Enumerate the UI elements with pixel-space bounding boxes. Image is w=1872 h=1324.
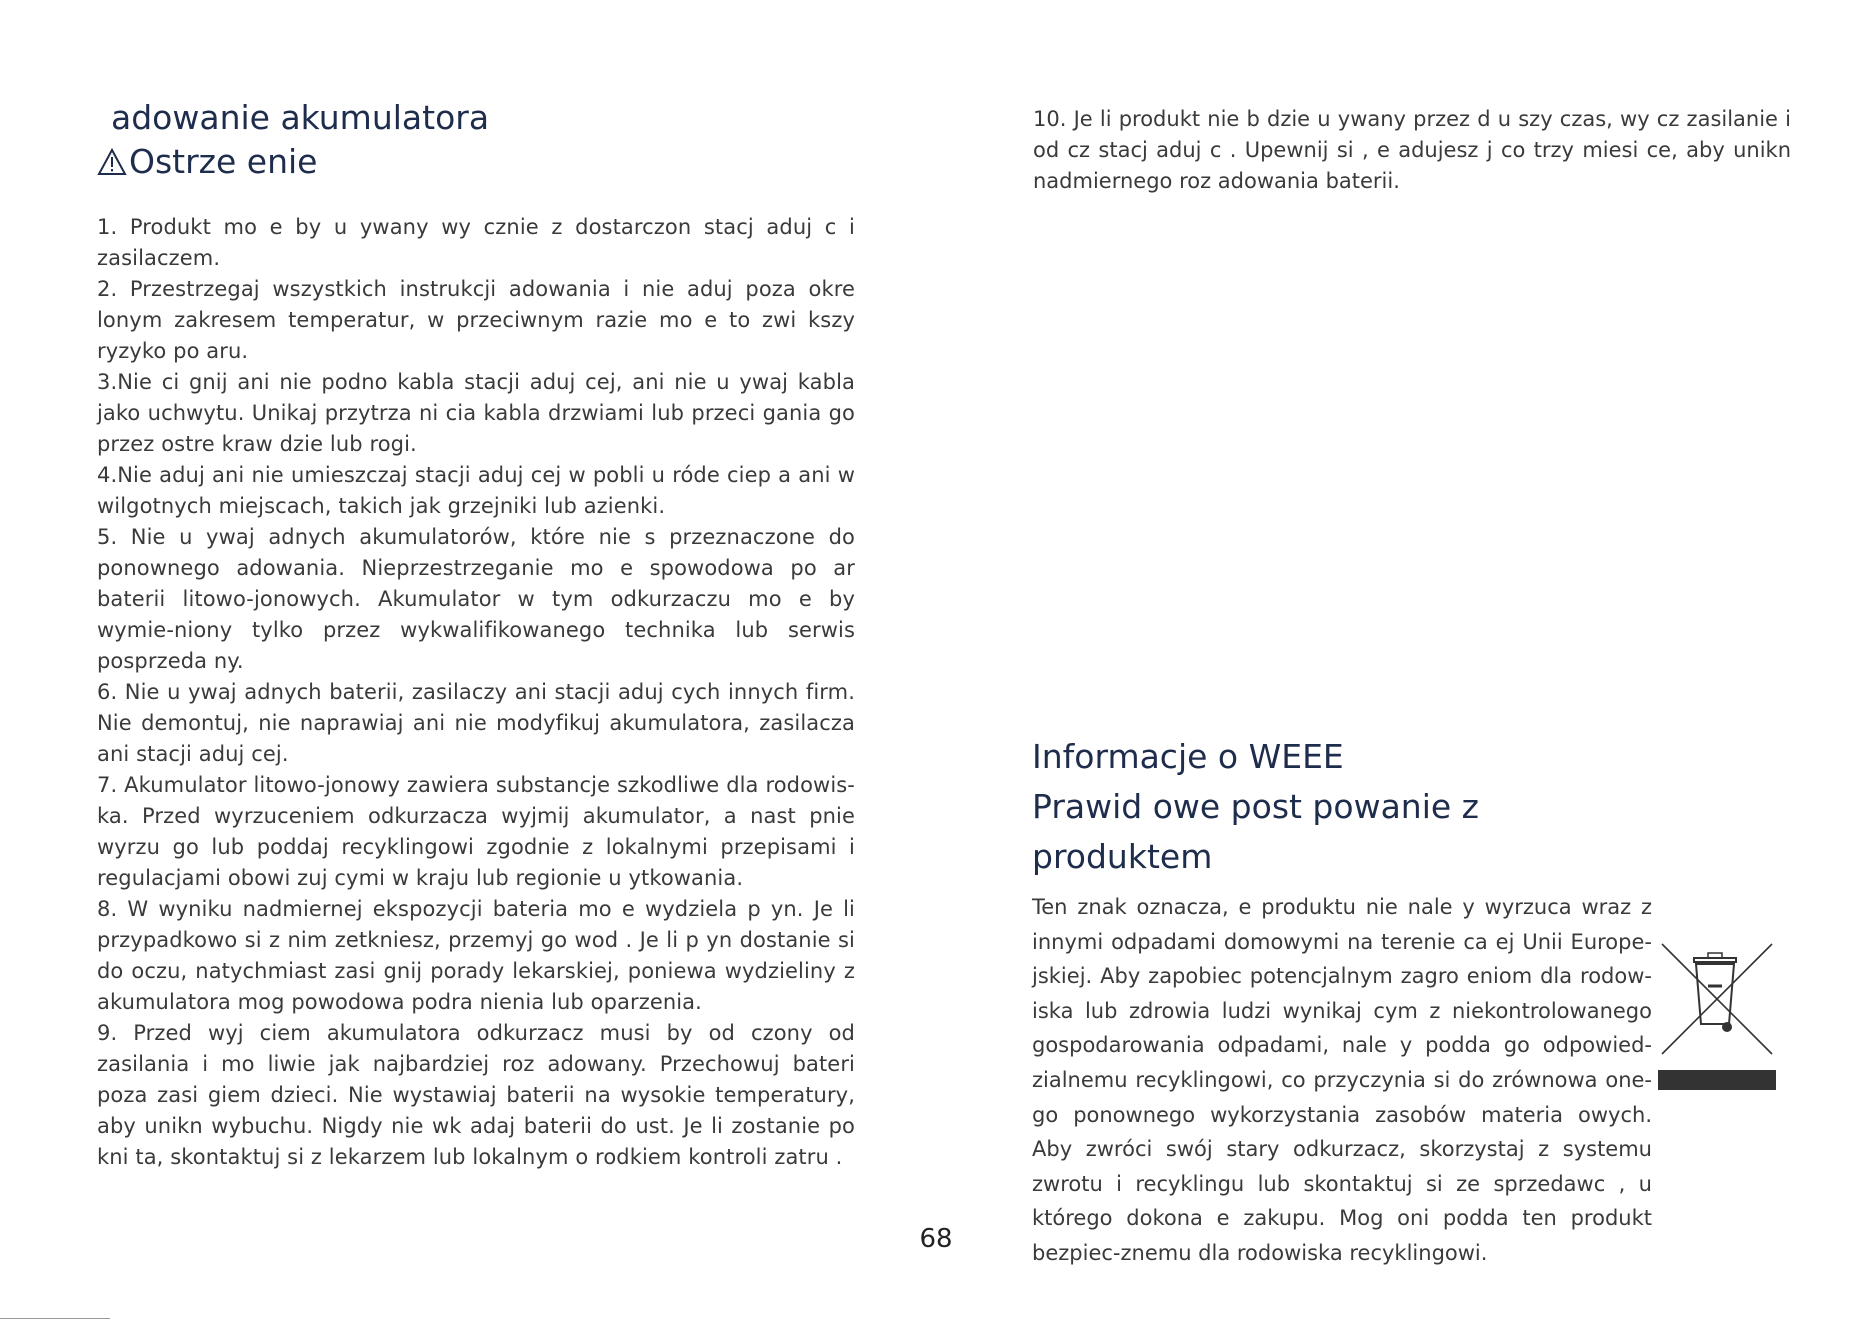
list-item: 10. Je li produkt nie b dzie u ywany przez d u szy czas, wy cz zasilanie i od cz stacj aduj c . Upewnij si , e adujesz j co trzy miesi ce, aby unikn nadmiernego roz adowania baterii. (1033, 107, 1791, 193)
warning-title: Ostrze enie (129, 142, 318, 181)
footer-divider (0, 1318, 110, 1319)
list-item: 5. Nie u ywaj adnych akumulatorów, które nie s przeznaczone do ponownego adowania. Nieprzestrzeganie mo e spowodowa po ar baterii litowo-jonowych. Akumulator w tym odkurzaczu mo e by wymie-niony tylko przez wykwalifikowanego technika lub serwis posprzeda ny. (97, 525, 855, 673)
list-item: 2. Przestrzegaj wszystkich instrukcji adowania i nie aduj poza okre lonym zakresem temperatur, w przeciwnym razie mo e to zwi kszy ryzyko po aru. (97, 277, 855, 363)
weee-subtitle: Prawid owe post powanie z produktem (1032, 787, 1479, 876)
list-item: 6. Nie u ywaj adnych baterii, zasilaczy ani stacji aduj cych innych firm. Nie demontuj, nie naprawiaj ani nie modyfikuj akumulatora, zasilacza ani stacji aduj cej. (97, 680, 855, 766)
list-item: 4.Nie aduj ani nie umieszczaj stacji aduj cej w pobli u róde ciep a ani w wilgotnych miejscach, takich jak grzejniki lub azienki. (97, 463, 855, 518)
left-column (97, 96, 855, 1173)
weee-title: Informacje o WEEE (1032, 737, 1344, 776)
list-item: 1. Produkt mo e by u ywany wy cznie z dostarczon stacj aduj c i zasilaczem. (97, 215, 855, 270)
list-item: 8. W wyniku nadmiernej ekspozycji bateria mo e wydziela p yn. Je li przypadkowo si z nim zetkniesz, przemyj go wod . Je li p yn dostanie si do oczu, natychmiast zasi gnij porady lekarskiej, poniewa wydzieliny z akumulatora mog powodowa podra nienia lub oparzenia. (97, 897, 855, 1014)
warning-list (97, 212, 855, 1173)
page-number: 68 (919, 1224, 953, 1254)
list-item: 7. Akumulator litowo-jonowy zawiera substancje szkodliwe dla rodowis-ka. Przed wyrzuceniem odkurzacza wyjmij akumulator, a nast pnie wyrzu go lub poddaj recyklingowi zgodnie z lokalnymi przepisami i regulacjami obowi zuj cymi w kraju lub regionie u ytkowania. (97, 773, 855, 890)
list-item: 9. Przed wyj ciem akumulatora odkurzacz musi by od czony od zasilania i mo liwie jak najbardziej roz adowany. Przechowuj bateri poza zasi giem dzieci. Nie wystawiaj baterii na wysokie temperatury, aby unikn wybuchu. Nigdy nie wk adaj baterii do ust. Je li zostanie po kni ta, skontaktuj si z lekarzem lub lokalnym o rodkiem kontroli zatru . (97, 1021, 855, 1169)
charging-heading: adowanie akumulatora (111, 98, 490, 137)
warning-triangle-icon (97, 148, 127, 176)
list-item: 3.Nie ci gnij ani nie podno kabla stacji aduj cej, ani nie u ywaj kabla jako uchwytu. Unikaj przytrza ni cia kabla drzwiami lub przeci gania go przez ostre kraw dzie lub rogi. (97, 370, 855, 456)
weee-text: Ten znak oznacza, e produktu nie nale y wyrzuca wraz z innymi odpadami domowymi na terenie ca ej Unii Europe-jskiej. Aby zapobiec potencjalnym zagro eniom dla rodow-iska lub zdrowia ludzi wynikaj cym z niekontrolowanego gospodarowania odpadami, nale y podda go odpowied-zialnemu recyklingowi, co przyczynia si do zrównowa one-go ponownego wykorzystania zasobów materia owych. Aby zwróci swój stary odkurzacz, skorzystaj z systemu zwrotu i recyklingu lub skontaktuj si ze sprzedawc , u którego dokona e zakupu. Mog oni podda ten produkt bezpiec-znemu dla rodowiska recyklingowi. (1032, 895, 1652, 1265)
weee-section (1032, 732, 1652, 1271)
crossed-out-wheelie-bin-icon (1658, 936, 1776, 1090)
warning-heading (97, 140, 855, 184)
right-column (1033, 104, 1791, 197)
